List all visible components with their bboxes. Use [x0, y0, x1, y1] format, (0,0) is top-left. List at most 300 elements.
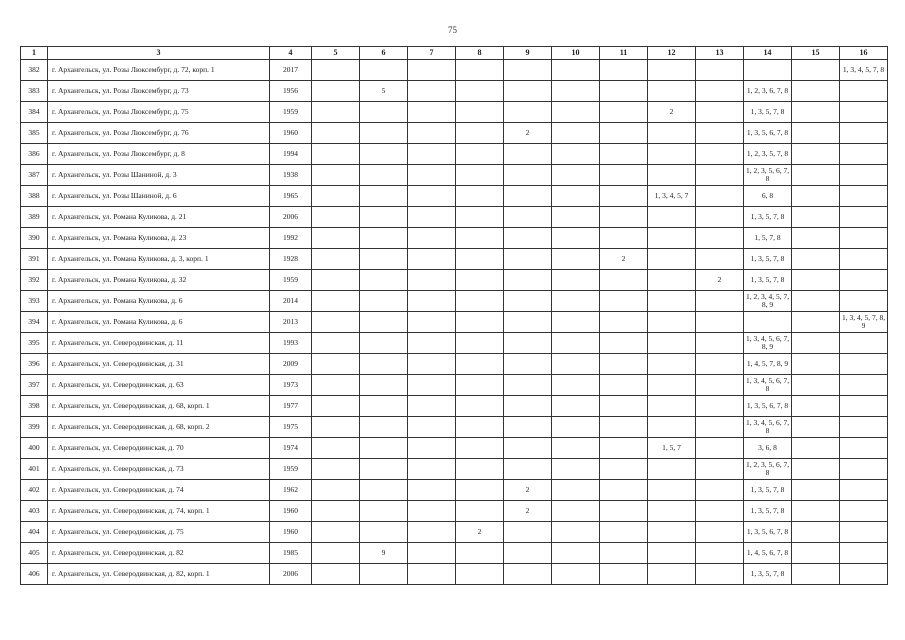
- table-cell: [552, 354, 600, 375]
- table-cell: [648, 123, 696, 144]
- table-cell: [312, 480, 360, 501]
- column-header: 4: [270, 47, 312, 60]
- row-number-cell: 382: [21, 60, 48, 81]
- table-cell: 1960: [270, 501, 312, 522]
- table-cell: [504, 375, 552, 396]
- table-cell: [840, 417, 888, 438]
- table-cell: [456, 333, 504, 354]
- table-cell: [600, 333, 648, 354]
- table-cell: [360, 249, 408, 270]
- table-cell: [792, 102, 840, 123]
- table-cell: 5: [360, 81, 408, 102]
- address-cell: г. Архангельск, ул. Северодвинская, д. 63: [48, 375, 270, 396]
- table-cell: [600, 543, 648, 564]
- table-cell: 2: [696, 270, 744, 291]
- table-cell: [504, 186, 552, 207]
- table-cell: [312, 543, 360, 564]
- address-cell: г. Архангельск, ул. Северодвинская, д. 74, корп. 1: [48, 501, 270, 522]
- table-cell: [696, 312, 744, 333]
- table-cell: [792, 543, 840, 564]
- table-cell: [696, 81, 744, 102]
- address-cell: г. Архангельск, ул. Розы Шаниной, д. 6: [48, 186, 270, 207]
- table-cell: [600, 480, 648, 501]
- table-cell: [504, 144, 552, 165]
- table-cell: [312, 375, 360, 396]
- row-number-cell: 402: [21, 480, 48, 501]
- table-row: [21, 312, 888, 333]
- table-cell: [696, 459, 744, 480]
- table-row: [21, 438, 888, 459]
- table-cell: [552, 249, 600, 270]
- table-cell: [456, 375, 504, 396]
- row-number-cell: 404: [21, 522, 48, 543]
- table-cell: [840, 81, 888, 102]
- table-cell: [600, 270, 648, 291]
- table-cell: [360, 501, 408, 522]
- table-cell: [600, 207, 648, 228]
- table-row: [21, 186, 888, 207]
- table-cell: [840, 396, 888, 417]
- table-cell: [408, 249, 456, 270]
- column-header: 5: [312, 47, 360, 60]
- table-cell: 1962: [270, 480, 312, 501]
- table-cell: [504, 249, 552, 270]
- table-cell: 1, 3, 5, 6, 7, 8: [744, 396, 792, 417]
- table-cell: [696, 102, 744, 123]
- page-number: 75: [448, 25, 457, 35]
- table-cell: [792, 60, 840, 81]
- row-number-cell: 391: [21, 249, 48, 270]
- table-cell: [504, 333, 552, 354]
- table-cell: [648, 564, 696, 585]
- table-cell: 1992: [270, 228, 312, 249]
- table-cell: [312, 270, 360, 291]
- table-cell: [792, 123, 840, 144]
- table-cell: [696, 480, 744, 501]
- table-cell: [552, 333, 600, 354]
- table-cell: 3, 6, 8: [744, 438, 792, 459]
- table-cell: [552, 459, 600, 480]
- table-cell: 1, 3, 5, 7, 8: [744, 480, 792, 501]
- table-cell: [408, 291, 456, 312]
- table-cell: [792, 522, 840, 543]
- table-cell: [840, 249, 888, 270]
- table-cell: [552, 480, 600, 501]
- header-row: [21, 47, 888, 60]
- table-cell: [600, 186, 648, 207]
- column-header: 11: [600, 47, 648, 60]
- table-cell: [408, 228, 456, 249]
- table-cell: 2014: [270, 291, 312, 312]
- row-number-cell: 405: [21, 543, 48, 564]
- table-cell: [408, 186, 456, 207]
- table-cell: [504, 396, 552, 417]
- table-cell: [552, 417, 600, 438]
- table-cell: [456, 81, 504, 102]
- table-cell: 1, 2, 3, 5, 6, 7, 8: [744, 459, 792, 480]
- table-cell: [360, 207, 408, 228]
- table-cell: [648, 354, 696, 375]
- table-cell: [360, 270, 408, 291]
- table-cell: 2: [600, 249, 648, 270]
- table-cell: 1959: [270, 459, 312, 480]
- table-cell: [792, 354, 840, 375]
- table-cell: [408, 354, 456, 375]
- table-cell: [360, 312, 408, 333]
- table-cell: [840, 333, 888, 354]
- table-cell: 1, 5, 7, 8: [744, 228, 792, 249]
- table-cell: [648, 522, 696, 543]
- table-cell: [504, 543, 552, 564]
- column-header: 6: [360, 47, 408, 60]
- table-cell: [840, 291, 888, 312]
- table-cell: [840, 123, 888, 144]
- table-cell: [696, 123, 744, 144]
- table-cell: [792, 186, 840, 207]
- table-cell: 1965: [270, 186, 312, 207]
- table-cell: [360, 144, 408, 165]
- table-cell: [504, 228, 552, 249]
- table-row: [21, 480, 888, 501]
- table-cell: [312, 564, 360, 585]
- table-cell: [600, 438, 648, 459]
- table-cell: [456, 459, 504, 480]
- table-cell: [504, 522, 552, 543]
- table-cell: [408, 144, 456, 165]
- table-cell: [648, 501, 696, 522]
- table-cell: 1, 5, 7: [648, 438, 696, 459]
- table-cell: [648, 375, 696, 396]
- table-cell: [312, 459, 360, 480]
- table-cell: [552, 186, 600, 207]
- table-cell: 1, 3, 5, 7, 8: [744, 270, 792, 291]
- table-cell: 1, 4, 5, 6, 7, 8: [744, 543, 792, 564]
- table-cell: 1, 2, 3, 6, 7, 8: [744, 81, 792, 102]
- table-cell: 2: [504, 480, 552, 501]
- table-cell: [552, 207, 600, 228]
- table-cell: [456, 60, 504, 81]
- address-cell: г. Архангельск, ул. Романа Куликова, д. 23: [48, 228, 270, 249]
- table-cell: [456, 312, 504, 333]
- table-cell: [792, 291, 840, 312]
- table-cell: [696, 228, 744, 249]
- table-cell: [552, 564, 600, 585]
- table-cell: 1960: [270, 123, 312, 144]
- row-number-cell: 393: [21, 291, 48, 312]
- table-cell: [840, 207, 888, 228]
- table-row: [21, 501, 888, 522]
- table-cell: [504, 81, 552, 102]
- table-row: [21, 228, 888, 249]
- table-cell: [840, 522, 888, 543]
- table-cell: [648, 480, 696, 501]
- table-cell: 1977: [270, 396, 312, 417]
- table-cell: [840, 354, 888, 375]
- table-cell: [360, 333, 408, 354]
- address-cell: г. Архангельск, ул. Розы Люксембург, д. 8: [48, 144, 270, 165]
- table-cell: [648, 396, 696, 417]
- table-cell: [600, 60, 648, 81]
- table-cell: [360, 417, 408, 438]
- table-cell: [648, 270, 696, 291]
- table-cell: [792, 501, 840, 522]
- table-cell: 2013: [270, 312, 312, 333]
- row-number-cell: 385: [21, 123, 48, 144]
- table-cell: [312, 501, 360, 522]
- table-cell: [552, 501, 600, 522]
- table-cell: [312, 333, 360, 354]
- table-cell: 1994: [270, 144, 312, 165]
- table-cell: [456, 438, 504, 459]
- table-cell: [552, 81, 600, 102]
- table-cell: [408, 543, 456, 564]
- table-cell: 1, 3, 5, 7, 8: [744, 102, 792, 123]
- table-cell: 1, 3, 4, 5, 6, 7, 8: [744, 375, 792, 396]
- row-number-cell: 384: [21, 102, 48, 123]
- address-cell: г. Архангельск, ул. Розы Люксембург, д. 72, корп. 1: [48, 60, 270, 81]
- column-header: 12: [648, 47, 696, 60]
- table-cell: [456, 270, 504, 291]
- table-cell: [840, 459, 888, 480]
- table-row: [21, 417, 888, 438]
- table-cell: [360, 60, 408, 81]
- table-row: [21, 396, 888, 417]
- table-cell: [360, 375, 408, 396]
- table-cell: [552, 144, 600, 165]
- table-cell: [408, 522, 456, 543]
- data-table: [20, 46, 888, 585]
- table-cell: [552, 165, 600, 186]
- table-cell: [696, 186, 744, 207]
- table-cell: 1993: [270, 333, 312, 354]
- table-cell: [840, 501, 888, 522]
- column-header: 9: [504, 47, 552, 60]
- table-row: [21, 564, 888, 585]
- table-cell: 1, 3, 5, 7, 8: [744, 564, 792, 585]
- table-cell: [840, 144, 888, 165]
- row-number-cell: 396: [21, 354, 48, 375]
- table-cell: 1, 3, 5, 6, 7, 8: [744, 123, 792, 144]
- table-cell: [312, 165, 360, 186]
- table-row: [21, 102, 888, 123]
- address-cell: г. Архангельск, ул. Розы Шаниной, д. 3: [48, 165, 270, 186]
- column-header: 8: [456, 47, 504, 60]
- table-cell: [696, 333, 744, 354]
- table-cell: 1, 3, 5, 7, 8: [744, 501, 792, 522]
- table-cell: [600, 102, 648, 123]
- table-cell: [456, 186, 504, 207]
- table-cell: [552, 312, 600, 333]
- table-row: [21, 333, 888, 354]
- table-cell: [792, 81, 840, 102]
- table-cell: [360, 102, 408, 123]
- table-cell: [312, 186, 360, 207]
- table-cell: [696, 417, 744, 438]
- table-cell: [408, 459, 456, 480]
- table-cell: 2017: [270, 60, 312, 81]
- table-cell: [840, 438, 888, 459]
- table-cell: [840, 480, 888, 501]
- table-cell: [600, 228, 648, 249]
- table-cell: [648, 165, 696, 186]
- table-cell: [552, 291, 600, 312]
- table-cell: [456, 123, 504, 144]
- table-cell: [600, 165, 648, 186]
- table-cell: [840, 165, 888, 186]
- table-cell: [456, 102, 504, 123]
- table-cell: [696, 249, 744, 270]
- table-cell: [504, 207, 552, 228]
- table-cell: [456, 144, 504, 165]
- row-number-cell: 386: [21, 144, 48, 165]
- table-row: [21, 543, 888, 564]
- table-row: [21, 207, 888, 228]
- table-cell: [312, 438, 360, 459]
- table-cell: [408, 333, 456, 354]
- table-cell: [600, 564, 648, 585]
- table-cell: [696, 354, 744, 375]
- table-cell: [696, 438, 744, 459]
- table-cell: [648, 291, 696, 312]
- table-cell: [792, 564, 840, 585]
- table-cell: [840, 543, 888, 564]
- table-cell: [408, 165, 456, 186]
- address-cell: г. Архангельск, ул. Северодвинская, д. 73: [48, 459, 270, 480]
- table-cell: [600, 417, 648, 438]
- column-header: 15: [792, 47, 840, 60]
- table-cell: 6, 8: [744, 186, 792, 207]
- table-cell: [648, 459, 696, 480]
- row-number-cell: 387: [21, 165, 48, 186]
- table-cell: [312, 60, 360, 81]
- table-cell: [696, 165, 744, 186]
- table-cell: 1938: [270, 165, 312, 186]
- row-number-cell: 392: [21, 270, 48, 291]
- table-cell: [696, 60, 744, 81]
- column-header: 16: [840, 47, 888, 60]
- table-cell: [504, 102, 552, 123]
- table-cell: 1, 3, 5, 7, 8: [744, 207, 792, 228]
- table-cell: [360, 459, 408, 480]
- address-cell: г. Архангельск, ул. Северодвинская, д. 68, корп. 1: [48, 396, 270, 417]
- table-cell: [312, 522, 360, 543]
- table-cell: [312, 249, 360, 270]
- table-cell: [744, 60, 792, 81]
- table-cell: 1985: [270, 543, 312, 564]
- table-cell: [840, 186, 888, 207]
- table-cell: [456, 501, 504, 522]
- table-cell: [360, 123, 408, 144]
- table-cell: [744, 312, 792, 333]
- address-cell: г. Архангельск, ул. Северодвинская, д. 74: [48, 480, 270, 501]
- table-row: [21, 270, 888, 291]
- table-cell: [456, 417, 504, 438]
- table-row: [21, 81, 888, 102]
- address-cell: г. Архангельск, ул. Северодвинская, д. 11: [48, 333, 270, 354]
- address-cell: г. Архангельск, ул. Северодвинская, д. 31: [48, 354, 270, 375]
- table-cell: [504, 312, 552, 333]
- table-cell: [696, 207, 744, 228]
- table-cell: [600, 354, 648, 375]
- address-cell: г. Архангельск, ул. Романа Куликова, д. 32: [48, 270, 270, 291]
- table-cell: [552, 228, 600, 249]
- table-cell: [792, 459, 840, 480]
- table-cell: [408, 207, 456, 228]
- table-cell: [792, 228, 840, 249]
- address-cell: г. Архангельск, ул. Розы Люксембург, д. 73: [48, 81, 270, 102]
- table-cell: [840, 375, 888, 396]
- table-cell: 1, 4, 5, 7, 8, 9: [744, 354, 792, 375]
- table-cell: [408, 564, 456, 585]
- table-cell: [840, 228, 888, 249]
- table-cell: [792, 375, 840, 396]
- table-cell: [456, 165, 504, 186]
- column-header: 3: [48, 47, 270, 60]
- table-cell: 1, 3, 4, 5, 7, 8: [840, 60, 888, 81]
- table-cell: [648, 312, 696, 333]
- column-header: 1: [21, 47, 48, 60]
- table-cell: [696, 543, 744, 564]
- table-cell: [312, 144, 360, 165]
- table-cell: [648, 207, 696, 228]
- table-cell: 1, 3, 4, 5, 6, 7, 8: [744, 417, 792, 438]
- table-cell: 1960: [270, 522, 312, 543]
- table-cell: 1975: [270, 417, 312, 438]
- table-cell: [600, 81, 648, 102]
- row-number-cell: 397: [21, 375, 48, 396]
- table-cell: [456, 249, 504, 270]
- table-cell: [504, 354, 552, 375]
- table-row: [21, 522, 888, 543]
- table-cell: [696, 564, 744, 585]
- table-cell: [408, 375, 456, 396]
- table-cell: [648, 249, 696, 270]
- table-cell: 1, 3, 4, 5, 6, 7, 8, 9: [744, 333, 792, 354]
- table-cell: [360, 438, 408, 459]
- table-cell: [792, 417, 840, 438]
- address-cell: г. Архангельск, ул. Северодвинская, д. 68, корп. 2: [48, 417, 270, 438]
- table-cell: [552, 60, 600, 81]
- table-cell: [792, 249, 840, 270]
- table-cell: 1, 2, 3, 5, 6, 7, 8: [744, 165, 792, 186]
- table-cell: 1974: [270, 438, 312, 459]
- table-cell: [696, 375, 744, 396]
- table-cell: [696, 501, 744, 522]
- table-cell: [504, 564, 552, 585]
- table-cell: [648, 144, 696, 165]
- table-cell: [792, 396, 840, 417]
- table-cell: [312, 102, 360, 123]
- table-cell: [360, 354, 408, 375]
- table-row: [21, 165, 888, 186]
- row-number-cell: 394: [21, 312, 48, 333]
- table-cell: [504, 270, 552, 291]
- table-cell: [312, 417, 360, 438]
- address-cell: г. Архангельск, ул. Розы Люксембург, д. 76: [48, 123, 270, 144]
- row-number-cell: 400: [21, 438, 48, 459]
- column-header: 10: [552, 47, 600, 60]
- table-cell: [456, 543, 504, 564]
- table-cell: [792, 438, 840, 459]
- table-cell: 1956: [270, 81, 312, 102]
- column-header: 13: [696, 47, 744, 60]
- table-cell: [600, 312, 648, 333]
- table-cell: [600, 501, 648, 522]
- address-cell: г. Архангельск, ул. Северодвинская, д. 75: [48, 522, 270, 543]
- table-cell: [696, 522, 744, 543]
- table-cell: [456, 207, 504, 228]
- table-cell: 2: [504, 501, 552, 522]
